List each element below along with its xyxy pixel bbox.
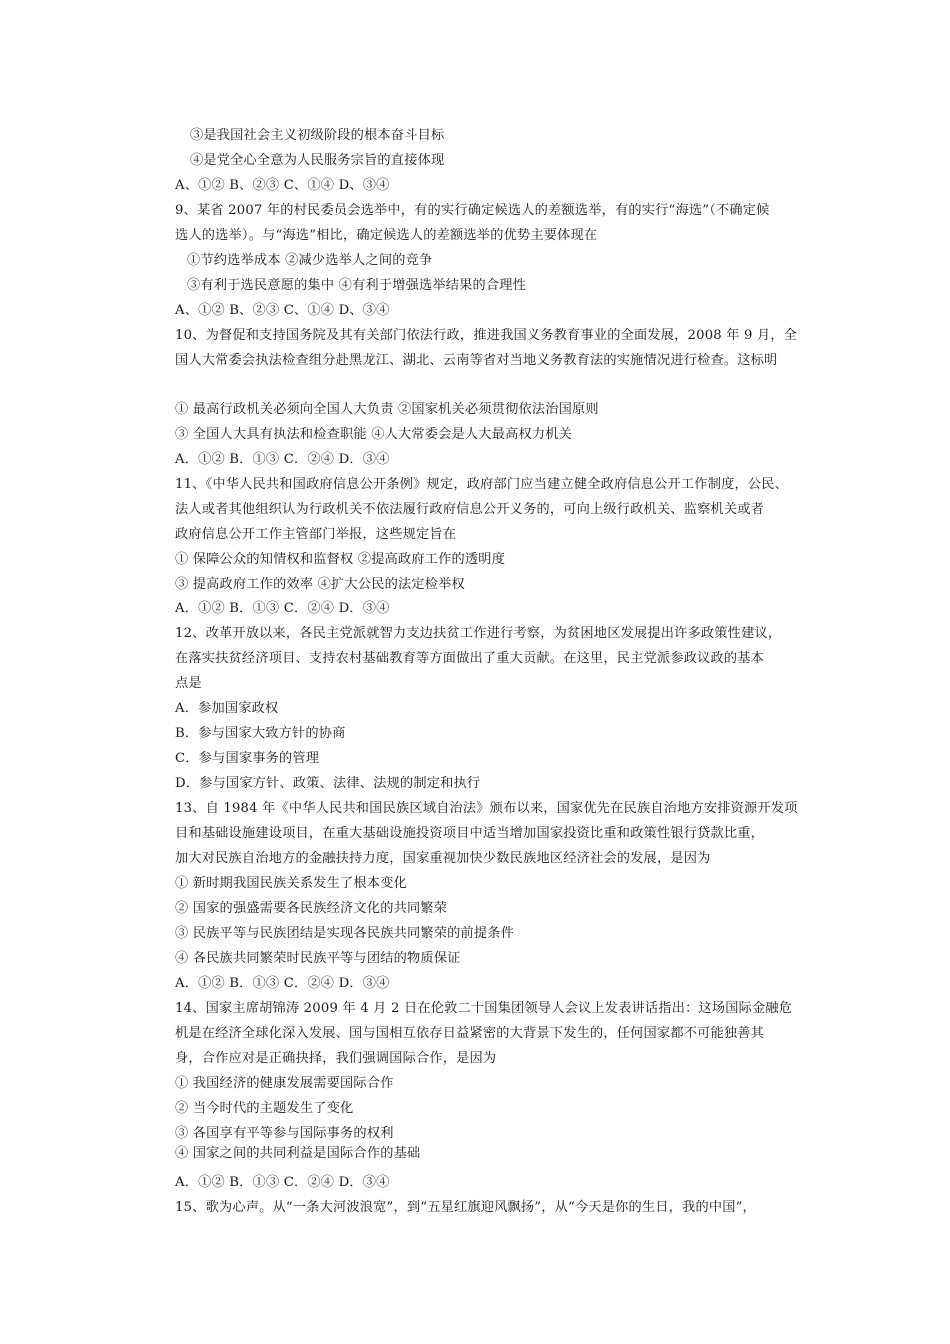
text-line: 10、为督促和支持国务院及其有关部门依法行政，推进我国义务教育事业的全面发展，2008 年 9 月，全 xyxy=(175,328,798,343)
text-line: C．参与国家事务的管理 xyxy=(175,751,320,766)
text-line: ③ 各国享有平等参与国际事务的权利 xyxy=(175,1126,394,1141)
text-line: ④ 国家之间的共同利益是国际合作的基础 xyxy=(175,1146,421,1161)
text-line: 11、《中华人民共和国政府信息公开条例》规定，政府部门应当建立健全政府信息公开工作制度，公民、 xyxy=(175,477,789,492)
text-line: ① 我国经济的健康发展需要国际合作 xyxy=(175,1076,394,1091)
text-line: A．参加国家政权 xyxy=(175,701,279,716)
text-line: A．①② B．①③ C．②④ D．③④ xyxy=(175,976,390,991)
text-line: 12、改革开放以来，各民主党派就智力支边扶贫工作进行考察，为贫困地区发展提出许多政策性建议， xyxy=(175,626,782,641)
text-line: ① 最高行政机关必须向全国人大负责 ②国家机关必须贯彻依法治国原则 xyxy=(175,402,599,417)
text-line: 机是在经济全球化深入发展、国与国相互依存日益紧密的大背景下发生的，任何国家都不可能独善其 xyxy=(175,1026,765,1041)
text-line: 9、某省 2007 年的村民委员会选举中，有的实行确定候选人的差额选举，有的实行“海选”（不确定候 xyxy=(175,203,770,218)
text-line: 身，合作应对是正确抉择，我们强调国际合作，是因为 xyxy=(175,1051,497,1066)
text-line: 国人大常委会执法检查组分赴黑龙江、湖北、云南等省对当地义务教育法的实施情况进行检查。这标明 xyxy=(175,353,778,368)
text-line: ①节约选举成本 ②减少选举人之间的竞争 xyxy=(187,253,433,268)
text-line: 政府信息公开工作主管部门举报，这些规定旨在 xyxy=(175,527,457,542)
text-line: ④是党全心全意为人民服务宗旨的直接体现 xyxy=(190,153,445,168)
text-line: 目和基础设施建设项目，在重大基础设施投资项目中适当增加国家投资比重和政策性银行贷款比重， xyxy=(175,826,765,841)
text-line: A．①② B．①③ C．②④ D．③④ xyxy=(175,1175,390,1190)
text-line: 选人的选举）。与“海选”相比，确定候选人的差额选举的优势主要体现在 xyxy=(175,228,598,243)
text-line: A．①② B．①③ C．②④ D．③④ xyxy=(175,601,390,616)
text-line: ③有利于选民意愿的集中 ④有利于增强选举结果的合理性 xyxy=(187,278,527,293)
text-line: D．参与国家方针、政策、法律、法规的制定和执行 xyxy=(175,776,481,791)
text-line: ① 保障公众的知情权和监督权 ②提高政府工作的透明度 xyxy=(175,552,506,567)
text-line: 14、国家主席胡锦涛 2009 年 4 月 2 日在伦敦二十国集团领导人会议上发表讲话指出：这场国际金融危 xyxy=(175,1001,793,1016)
text-line: ② 国家的强盛需要各民族经济文化的共同繁荣 xyxy=(175,901,448,916)
text-line: 点是 xyxy=(175,676,202,691)
text-line: B．参与国家大致方针的协商 xyxy=(175,726,346,741)
text-line: 15、歌为心声。从“一条大河波浪宽”，到“五星红旗迎风飘扬”，从“今天是你的生日，我的中国”， xyxy=(175,1200,756,1215)
text-line: 13、自 1984 年《中华人民共和国民族区域自治法》颁布以来，国家优先在民族自治地方安排资源开发项 xyxy=(175,801,798,816)
text-line: ④ 各民族共同繁荣时民族平等与团结的物质保证 xyxy=(175,951,461,966)
text-line: 法人或者其他组织认为行政机关不依法履行政府信息公开义务的，可向上级行政机关、监察机关或者 xyxy=(175,502,765,517)
text-line: 在落实扶贫经济项目、支持农村基础教育等方面做出了重大贡献。在这里，民主党派参政议政的基本 xyxy=(175,651,765,666)
text-line: ③ 全国人大具有执法和检查职能 ④人大常委会是人大最高权力机关 xyxy=(175,427,573,442)
text-line: ③ 民族平等与民族团结是实现各民族共同繁荣的前提条件 xyxy=(175,926,515,941)
text-line: A、①② B、②③ C、①④ D、③④ xyxy=(175,303,390,318)
text-line: ① 新时期我国民族关系发生了根本变化 xyxy=(175,876,407,891)
text-line: A．①② B．①③ C．②④ D．③④ xyxy=(175,452,390,467)
text-line: ② 当今时代的主题发生了变化 xyxy=(175,1101,354,1116)
text-line: A、①② B、②③ C、①④ D、③④ xyxy=(175,178,390,193)
text-line: 加大对民族自治地方的金融扶持力度，国家重视加快少数民族地区经济社会的发展，是因为 xyxy=(175,851,711,866)
text-line: ③ 提高政府工作的效率 ④扩大公民的法定检举权 xyxy=(175,577,465,592)
text-line: ③是我国社会主义初级阶段的根本奋斗目标 xyxy=(190,128,445,143)
